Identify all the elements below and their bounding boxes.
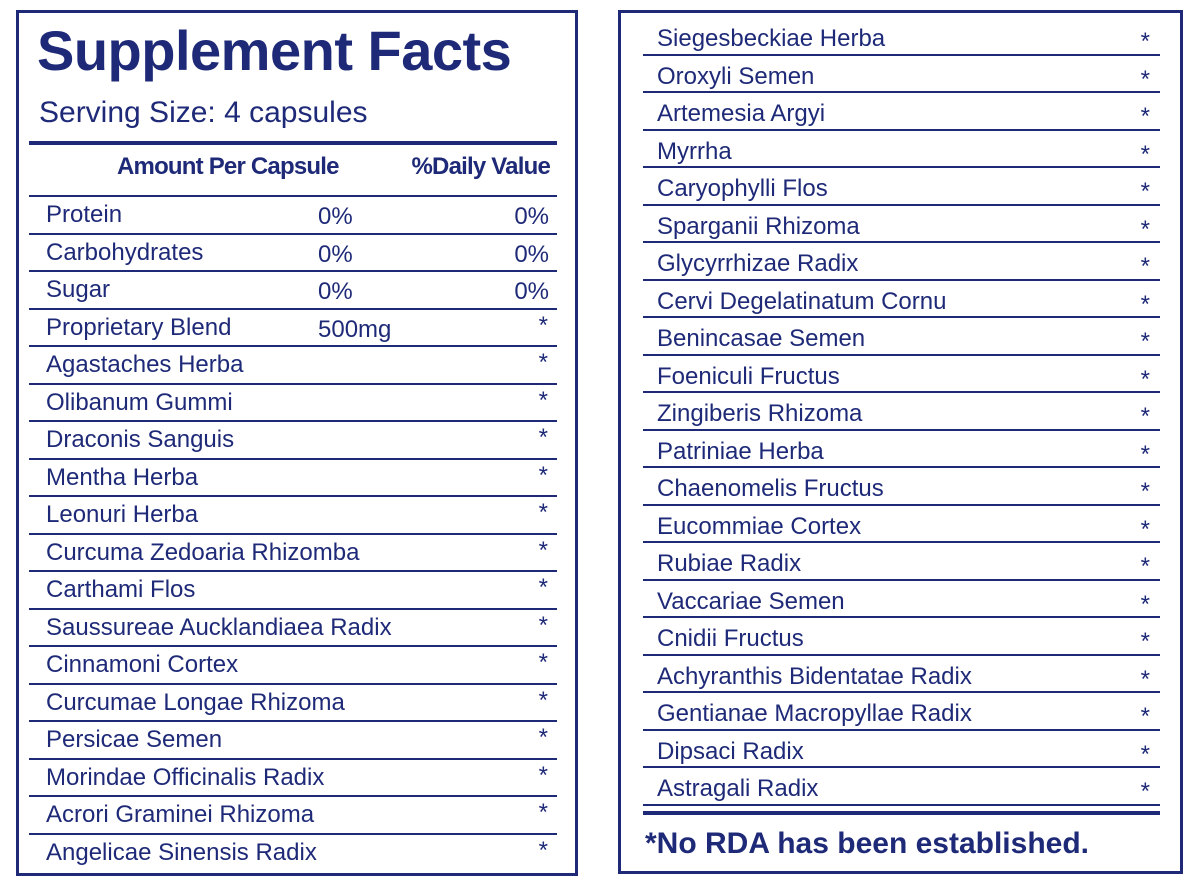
ingredient-daily-value: * <box>1140 290 1150 318</box>
supplement-facts-panel-left <box>16 10 578 876</box>
nutrient-row <box>29 195 557 233</box>
ingredient-daily-value: * <box>538 761 548 789</box>
ingredient-daily-value: * <box>1140 628 1150 655</box>
ingredient-name: Achyranthis Bidentatae Radix <box>657 662 972 690</box>
panel-title: Supplement Facts <box>37 19 512 82</box>
ingredient-row <box>643 768 1160 806</box>
ingredient-daily-value: * <box>1140 178 1150 205</box>
ingredient-name: Foeniculi Fructus <box>657 362 840 390</box>
ingredient-name: Astragali Radix <box>657 775 819 802</box>
ingredient-row <box>29 683 557 721</box>
nutrient-name: Sugar <box>46 276 111 303</box>
ingredient-row <box>643 168 1160 206</box>
ingredient-row <box>29 345 557 383</box>
ingredient-daily-value: * <box>1140 440 1150 468</box>
ingredient-daily-value: * <box>1140 703 1150 730</box>
supplement-facts-panel-right <box>618 10 1183 874</box>
ingredient-row <box>643 318 1160 356</box>
nutrient-name: Protein <box>46 201 123 228</box>
ingredient-row <box>29 645 557 683</box>
ingredient-daily-value: * <box>538 386 548 414</box>
ingredient-daily-value: * <box>1140 478 1150 505</box>
ingredient-name: Olibanum Gummi <box>46 388 233 416</box>
ingredient-daily-value: * <box>1140 28 1150 55</box>
left-ingredient-table <box>29 195 557 870</box>
ingredient-row <box>29 720 557 758</box>
ingredient-name: Gentianae Macropyllae Radix <box>657 700 972 727</box>
ingredient-row <box>643 281 1160 319</box>
ingredient-name: Eucommiae Cortex <box>657 512 862 540</box>
ingredient-row <box>643 581 1160 619</box>
ingredient-name: Zingiberis Rhizoma <box>657 400 863 427</box>
ingredient-daily-value: * <box>1140 590 1150 618</box>
ingredient-daily-value: * <box>538 461 548 489</box>
ingredient-name: Benincasae Semen <box>657 325 866 352</box>
ingredient-row <box>643 468 1160 506</box>
ingredient-name: Mentha Herba <box>46 463 199 491</box>
ingredient-daily-value: * <box>1140 140 1150 168</box>
ingredient-row <box>643 206 1160 244</box>
ingredient-name: Artemesia Argyi <box>657 100 826 127</box>
nutrient-row <box>29 270 557 308</box>
ingredient-row <box>29 383 557 421</box>
ingredient-daily-value: * <box>538 424 548 451</box>
ingredient-name: Vaccariae Semen <box>657 587 845 615</box>
ingredient-daily-value: * <box>1140 740 1150 768</box>
ingredient-row <box>29 570 557 608</box>
ingredient-daily-value: * <box>538 536 548 564</box>
ingredient-daily-value: * <box>1140 103 1150 130</box>
ingredient-name: Angelicae Sinensis Radix <box>46 838 317 866</box>
ingredient-row <box>29 608 557 646</box>
ingredient-row <box>643 543 1160 581</box>
ingredient-name: Cnidii Fructus <box>657 625 804 652</box>
ingredient-row <box>643 18 1160 56</box>
ingredient-name: Morindae Officinalis Radix <box>46 763 325 791</box>
ingredient-name: Acrori Graminei Rhizoma <box>46 801 315 828</box>
ingredient-row <box>29 458 557 496</box>
ingredient-name: Glycyrrhizae Radix <box>657 250 859 277</box>
right-ingredient-table <box>643 18 1160 806</box>
ingredient-row <box>29 420 557 458</box>
ingredient-name: Caryophylli Flos <box>657 175 828 202</box>
ingredient-daily-value: * <box>1140 403 1150 430</box>
nutrient-name: Carbohydrates <box>46 238 204 266</box>
ingredient-daily-value: * <box>1140 515 1150 543</box>
ingredient-daily-value: * <box>1140 253 1150 280</box>
ingredient-daily-value: * <box>1140 553 1150 580</box>
ingredient-row <box>643 731 1160 769</box>
ingredient-daily-value: * <box>538 349 548 376</box>
ingredient-daily-value: * <box>538 649 548 676</box>
nutrient-daily-value: * <box>538 311 548 339</box>
ingredient-daily-value: * <box>1140 778 1150 805</box>
ingredient-row <box>643 56 1160 94</box>
nutrient-row <box>29 308 557 346</box>
ingredient-name: Persicae Semen <box>46 726 223 753</box>
nutrient-amount: 0% <box>318 278 353 305</box>
ingredient-name: Curcumae Longae Rhizoma <box>46 688 345 716</box>
ingredient-row <box>643 431 1160 469</box>
ingredient-row <box>29 833 557 871</box>
nutrient-row <box>29 233 557 271</box>
ingredient-row <box>29 495 557 533</box>
ingredient-daily-value: * <box>1140 65 1150 93</box>
ingredient-daily-value: * <box>538 724 548 751</box>
ingredient-daily-value: * <box>1140 328 1150 355</box>
ingredient-name: Sparganii Rhizoma <box>657 212 860 240</box>
amount-per-capsule-header: Amount Per Capsule <box>117 153 339 180</box>
ingredient-row <box>643 506 1160 544</box>
ingredient-name: Carthami Flos <box>46 576 196 603</box>
ingredient-name: Leonuri Herba <box>46 501 199 528</box>
serving-size: Serving Size: 4 capsules <box>39 96 368 129</box>
ingredient-row <box>29 533 557 571</box>
ingredient-row <box>643 656 1160 694</box>
ingredient-daily-value: * <box>538 836 548 864</box>
ingredient-row <box>29 795 557 833</box>
ingredient-daily-value: * <box>538 799 548 826</box>
ingredient-name: Dipsaci Radix <box>657 737 804 765</box>
footnote: *No RDA has been established. <box>645 827 1089 860</box>
ingredient-name: Cinnamoni Cortex <box>46 651 239 678</box>
ingredient-daily-value: * <box>538 499 548 526</box>
ingredient-name: Draconis Sanguis <box>46 426 235 453</box>
daily-value-header: %Daily Value <box>411 153 550 180</box>
ingredient-name: Patriniae Herba <box>657 437 824 465</box>
ingredient-row <box>643 618 1160 656</box>
nutrient-daily-value: 0% <box>514 203 549 230</box>
ingredient-name: Agastaches Herba <box>46 351 244 378</box>
nutrient-daily-value: 0% <box>514 278 549 305</box>
ingredient-row <box>643 393 1160 431</box>
ingredient-name: Myrrha <box>657 137 732 165</box>
ingredient-daily-value: * <box>538 574 548 601</box>
ingredient-name: Cervi Degelatinatum Cornu <box>657 287 947 315</box>
divider <box>643 811 1160 815</box>
divider <box>29 141 557 145</box>
ingredient-daily-value: * <box>1140 215 1150 243</box>
ingredient-row <box>643 693 1160 731</box>
ingredient-daily-value: * <box>1140 365 1150 393</box>
nutrient-amount: 500mg <box>318 315 392 343</box>
ingredient-daily-value: * <box>538 611 548 639</box>
ingredient-daily-value: * <box>1140 665 1150 693</box>
ingredient-daily-value: * <box>538 686 548 714</box>
nutrient-name: Proprietary Blend <box>46 313 232 341</box>
ingredient-row <box>643 243 1160 281</box>
ingredient-row <box>29 758 557 796</box>
ingredient-name: Siegesbeckiae Herba <box>657 25 886 52</box>
ingredient-row <box>643 356 1160 394</box>
ingredient-name: Rubiae Radix <box>657 550 802 577</box>
nutrient-amount: 0% <box>318 240 353 268</box>
ingredient-row <box>643 93 1160 131</box>
ingredient-name: Oroxyli Semen <box>657 62 815 90</box>
nutrient-daily-value: 0% <box>514 240 549 268</box>
ingredient-name: Chaenomelis Fructus <box>657 475 884 502</box>
ingredient-row <box>643 131 1160 169</box>
nutrient-amount: 0% <box>318 203 353 230</box>
ingredient-name: Curcuma Zedoaria Rhizomba <box>46 538 360 566</box>
ingredient-name: Saussureae Aucklandiaea Radix <box>46 613 392 641</box>
